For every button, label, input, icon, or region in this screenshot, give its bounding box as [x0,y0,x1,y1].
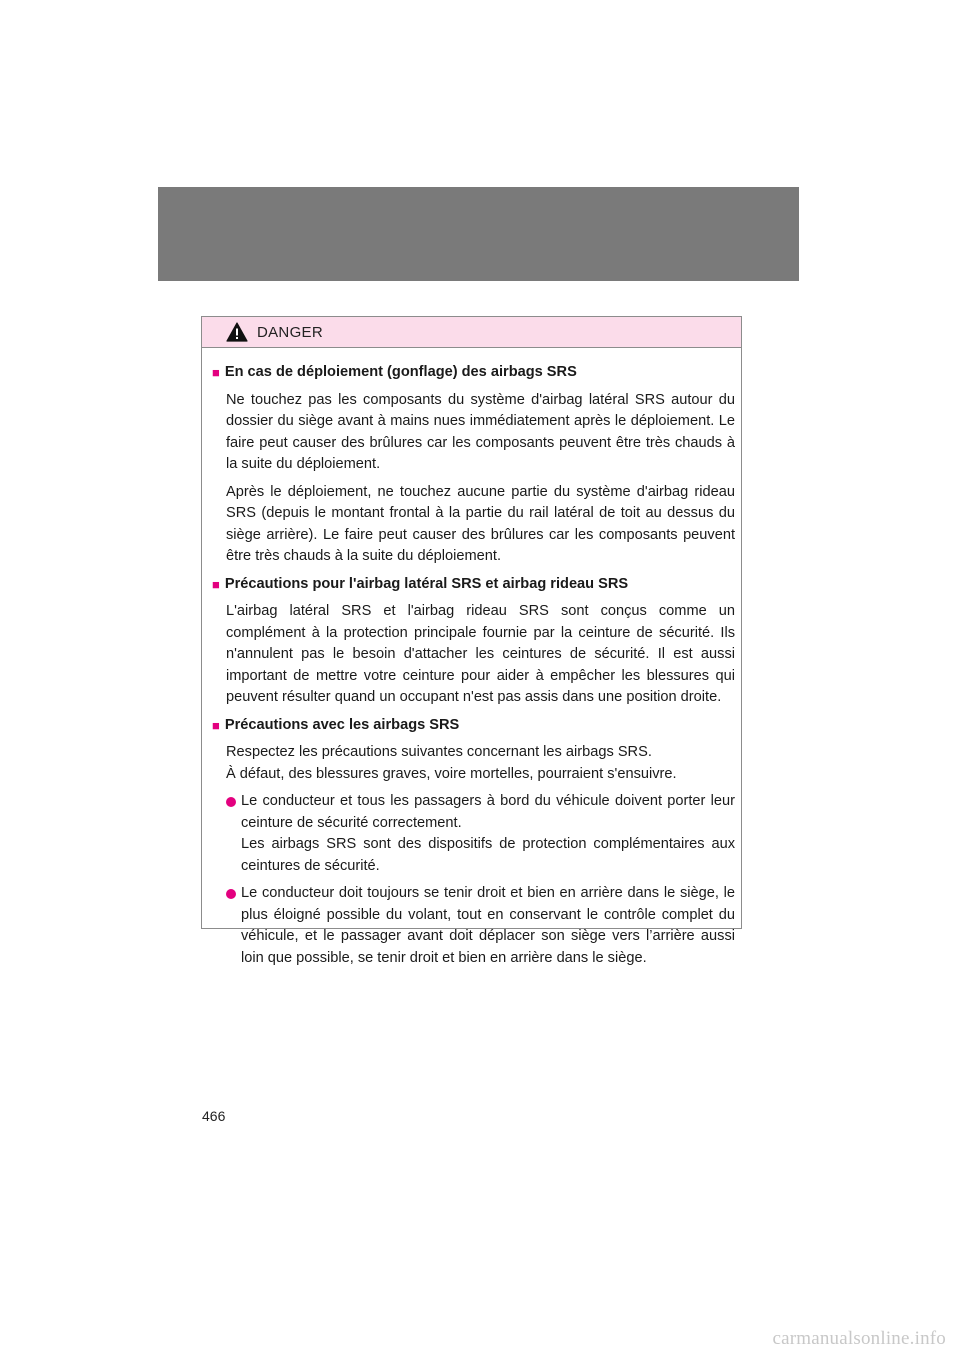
paragraph: Après le déploiement, ne touchez aucune partie du système d'airbag rideau SRS (depuis le montant frontal à la partie du rail latéral de toit au dessus du siège arrière). Le faire peut causer des brûlures car les composants peuvent être très chauds à la suite du déploiement. [226,483,735,564]
list-item: Le conducteur doit toujours se tenir droit et bien en arrière dans le siège, le plus éloigné possible du volant, tout en conservant le contrôle complet du véhicule, et le passager avant doit déplacer son siège vers l’arrière aussi loin que possible, se tenir droit et bien en arrière dans le siège. [226,883,735,969]
square-bullet-icon: ■ [212,717,220,733]
paragraph: Ne touchez pas les composants du système d'airbag latéral SRS autour du dossier du siège avant à mains nues immédiatement après le déploiement. Le faire peut causer des brûlures car les composants peuvent être très chauds à la suite du déploiement. [226,391,735,472]
header-band [158,187,799,281]
page-number: 466 [202,1108,226,1124]
section-title: ■ En cas de déploiement (gonflage) des airbags SRS [212,362,735,384]
warning-triangle-icon [226,322,248,342]
square-bullet-icon: ■ [212,365,220,380]
danger-header [202,317,741,348]
paragraph: L'airbag latéral SRS et l'airbag rideau SRS sont conçus comme un complément à la protection principale fournie par la ceinture de sécurité. Ils n'annulent pas le besoin d'attacher les ceintures de sécurité. Il est aussi important de mettre votre ceinture pour aider à empêcher les blessures qui peuvent résulter quand un occupant n'est pas assis dans une position droite. [226,603,735,705]
intro-line: À défaut, des blessures graves, voire mortelles, pourraient s'ensuivre. [226,765,677,782]
danger-box [201,316,742,966]
paragraph [226,742,735,785]
section-title: ■ Précautions avec les airbags SRS [212,715,735,737]
section-title: ■ Précautions pour l'airbag latéral SRS et airbag rideau SRS [212,574,735,596]
round-bullet-icon [226,889,236,899]
intro-line: Respectez les précautions suivantes concernant les airbags SRS. [226,744,652,760]
danger-body [202,348,741,969]
list-item: Le conducteur et tous les passagers à bord du véhicule doivent porter leur ceinture de sécurité correctement. Les airbags SRS sont des dispositifs de protection complémentaires aux ceintures de sécurité. [226,791,735,877]
square-bullet-icon: ■ [212,576,220,592]
watermark: carmanualsonline.info [772,1328,946,1349]
danger-label: DANGER [257,323,323,341]
round-bullet-icon [226,797,236,807]
